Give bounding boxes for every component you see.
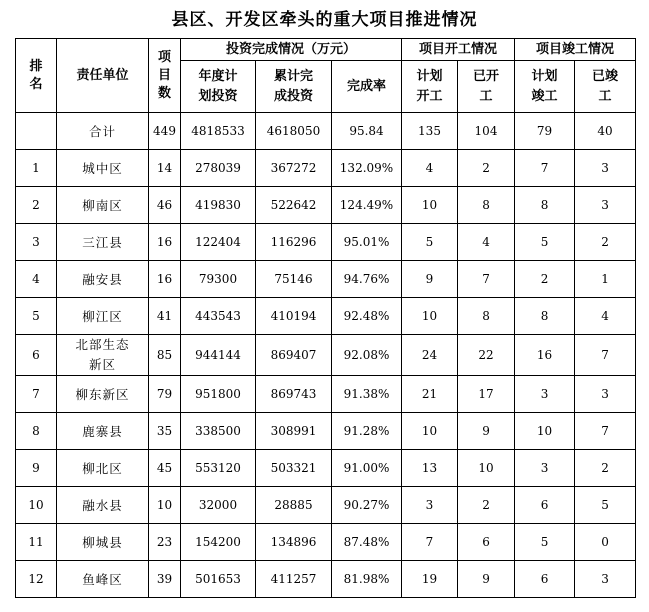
cell-annual-plan: 32000 (181, 487, 256, 524)
cell-completed: 3 (575, 187, 636, 224)
cell-cumulative: 869743 (256, 376, 332, 413)
table-row (16, 335, 636, 376)
header-annual-plan: 年度计划投资 (181, 61, 256, 113)
cell-plan-start: 9 (402, 261, 458, 298)
table-body (16, 113, 636, 598)
cell-cumulative: 410194 (256, 298, 332, 335)
cell-rank: 12 (16, 561, 57, 598)
cell-rank: 5 (16, 298, 57, 335)
cell-completed: 7 (575, 413, 636, 450)
cell-rate: 90.27% (332, 487, 402, 524)
cell-unit: 柳东新区 (57, 376, 149, 413)
cell-plan-complete: 2 (515, 261, 575, 298)
cell-plan-complete: 8 (515, 187, 575, 224)
table-header (16, 39, 636, 113)
header-unit: 责任单位 (57, 39, 149, 113)
cell-count: 46 (149, 187, 181, 224)
table-row (16, 561, 636, 598)
header-rate: 完成率 (332, 61, 402, 113)
cell-annual-plan: 951800 (181, 376, 256, 413)
table-row (16, 298, 636, 335)
cell-annual-plan: 278039 (181, 150, 256, 187)
cell-completed: 1 (575, 261, 636, 298)
cell-plan-start: 10 (402, 298, 458, 335)
cell-started: 7 (458, 261, 515, 298)
cell-annual-plan: 443543 (181, 298, 256, 335)
cell-plan-start: 19 (402, 561, 458, 598)
cell-started: 2 (458, 487, 515, 524)
cell-count: 23 (149, 524, 181, 561)
cell-cumulative: 116296 (256, 224, 332, 261)
cell-plan-start: 5 (402, 224, 458, 261)
cell-completed: 3 (575, 561, 636, 598)
cell-plan-complete: 10 (515, 413, 575, 450)
header-started: 已开工 (458, 61, 515, 113)
cell-started: 9 (458, 413, 515, 450)
cell-rank: 1 (16, 150, 57, 187)
cell-completed: 4 (575, 298, 636, 335)
table-row (16, 487, 636, 524)
table-row (16, 524, 636, 561)
cell-unit: 柳北区 (57, 450, 149, 487)
cell-plan-complete: 5 (515, 224, 575, 261)
cell-annual-plan: 338500 (181, 413, 256, 450)
table-row (16, 150, 636, 187)
cell-unit: 鹿寨县 (57, 413, 149, 450)
cell-count: 45 (149, 450, 181, 487)
cell-completed: 3 (575, 150, 636, 187)
cell-rank: 6 (16, 335, 57, 376)
cell-cumulative: 522642 (256, 187, 332, 224)
projects-table (15, 38, 636, 598)
cell-annual-plan: 501653 (181, 561, 256, 598)
cell-cumulative: 503321 (256, 450, 332, 487)
cell-unit: 城中区 (57, 150, 149, 187)
cell-count: 85 (149, 335, 181, 376)
header-count: 项目数 (149, 39, 181, 113)
cell-plan-start: 10 (402, 187, 458, 224)
cell-cumulative: 308991 (256, 413, 332, 450)
cell-started: 17 (458, 376, 515, 413)
cell-unit: 合计 (57, 113, 149, 150)
cell-completed: 2 (575, 224, 636, 261)
cell-rate: 94.76% (332, 261, 402, 298)
cell-plan-complete: 3 (515, 376, 575, 413)
cell-unit: 融安县 (57, 261, 149, 298)
cell-unit: 柳城县 (57, 524, 149, 561)
cell-plan-start: 4 (402, 150, 458, 187)
cell-plan-complete: 5 (515, 524, 575, 561)
cell-unit: 柳南区 (57, 187, 149, 224)
cell-plan-start: 24 (402, 335, 458, 376)
cell-started: 6 (458, 524, 515, 561)
cell-plan-complete: 6 (515, 487, 575, 524)
cell-plan-start: 135 (402, 113, 458, 150)
cell-rank: 8 (16, 413, 57, 450)
cell-rank: 2 (16, 187, 57, 224)
cell-count: 39 (149, 561, 181, 598)
cell-count: 16 (149, 261, 181, 298)
cell-started: 22 (458, 335, 515, 376)
cell-started: 10 (458, 450, 515, 487)
cell-plan-start: 10 (402, 413, 458, 450)
cell-annual-plan: 122404 (181, 224, 256, 261)
header-completed: 已竣工 (575, 61, 636, 113)
cell-count: 14 (149, 150, 181, 187)
table-row (16, 187, 636, 224)
cell-annual-plan: 419830 (181, 187, 256, 224)
cell-rate: 91.00% (332, 450, 402, 487)
cell-rate: 81.98% (332, 561, 402, 598)
cell-cumulative: 869407 (256, 335, 332, 376)
table-row (16, 261, 636, 298)
cell-rank: 9 (16, 450, 57, 487)
cell-plan-start: 13 (402, 450, 458, 487)
cell-completed: 0 (575, 524, 636, 561)
cell-count: 35 (149, 413, 181, 450)
cell-rank: 3 (16, 224, 57, 261)
cell-unit: 柳江区 (57, 298, 149, 335)
cell-count: 449 (149, 113, 181, 150)
cell-rate: 92.48% (332, 298, 402, 335)
table-row (16, 376, 636, 413)
header-rank: 排名 (16, 39, 57, 113)
cell-cumulative: 411257 (256, 561, 332, 598)
cell-rate: 95.01% (332, 224, 402, 261)
cell-started: 8 (458, 187, 515, 224)
cell-annual-plan: 79300 (181, 261, 256, 298)
cell-rank: 4 (16, 261, 57, 298)
cell-cumulative: 4618050 (256, 113, 332, 150)
cell-plan-start: 7 (402, 524, 458, 561)
table-row (16, 450, 636, 487)
table-row (16, 224, 636, 261)
cell-started: 9 (458, 561, 515, 598)
cell-count: 79 (149, 376, 181, 413)
cell-rank: 7 (16, 376, 57, 413)
header-plan-start: 计划开工 (402, 61, 458, 113)
cell-rate: 124.49% (332, 187, 402, 224)
cell-completed: 40 (575, 113, 636, 150)
cell-rate: 92.08% (332, 335, 402, 376)
cell-annual-plan: 944144 (181, 335, 256, 376)
cell-started: 104 (458, 113, 515, 150)
total-row (16, 113, 636, 150)
cell-started: 4 (458, 224, 515, 261)
cell-count: 41 (149, 298, 181, 335)
cell-unit: 融水县 (57, 487, 149, 524)
cell-rate: 132.09% (332, 150, 402, 187)
cell-plan-start: 21 (402, 376, 458, 413)
document-title: 县区、开发区牵头的重大项目推进情况 (171, 10, 478, 30)
cell-plan-complete: 7 (515, 150, 575, 187)
cell-rank (16, 113, 57, 150)
cell-cumulative: 75146 (256, 261, 332, 298)
cell-count: 10 (149, 487, 181, 524)
cell-completed: 7 (575, 335, 636, 376)
cell-unit: 北部生态新区 (57, 335, 149, 376)
cell-started: 8 (458, 298, 515, 335)
cell-plan-complete: 16 (515, 335, 575, 376)
header-complete-group: 项目竣工情况 (515, 39, 636, 61)
cell-cumulative: 367272 (256, 150, 332, 187)
header-plan-complete: 计划竣工 (515, 61, 575, 113)
cell-rate: 91.38% (332, 376, 402, 413)
cell-rate: 87.48% (332, 524, 402, 561)
cell-completed: 2 (575, 450, 636, 487)
cell-rank: 11 (16, 524, 57, 561)
cell-count: 16 (149, 224, 181, 261)
cell-started: 2 (458, 150, 515, 187)
cell-annual-plan: 4818533 (181, 113, 256, 150)
cell-rate: 91.28% (332, 413, 402, 450)
cell-unit: 三江县 (57, 224, 149, 261)
cell-completed: 5 (575, 487, 636, 524)
cell-cumulative: 134896 (256, 524, 332, 561)
cell-rank: 10 (16, 487, 57, 524)
cell-plan-start: 3 (402, 487, 458, 524)
cell-plan-complete: 6 (515, 561, 575, 598)
table-row (16, 413, 636, 450)
cell-annual-plan: 553120 (181, 450, 256, 487)
cell-rate: 95.84 (332, 113, 402, 150)
cell-annual-plan: 154200 (181, 524, 256, 561)
header-invest-group: 投资完成情况（万元） (181, 39, 402, 61)
cell-plan-complete: 79 (515, 113, 575, 150)
cell-cumulative: 28885 (256, 487, 332, 524)
cell-completed: 3 (575, 376, 636, 413)
cell-unit: 鱼峰区 (57, 561, 149, 598)
header-start-group: 项目开工情况 (402, 39, 515, 61)
cell-plan-complete: 3 (515, 450, 575, 487)
cell-plan-complete: 8 (515, 298, 575, 335)
header-cumulative: 累计完成投资 (256, 61, 332, 113)
